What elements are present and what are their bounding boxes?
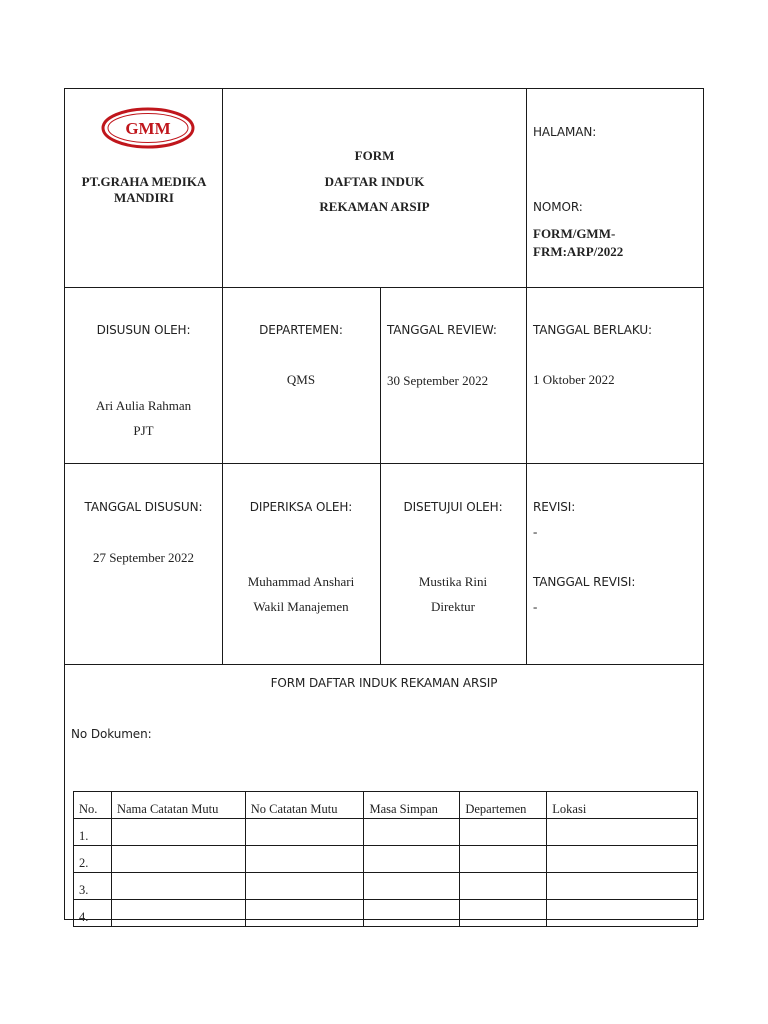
nomor-value-line-1: FORM/GMM- xyxy=(533,226,616,241)
cell-masa-simpan[interactable] xyxy=(364,846,460,873)
column-header-lokasi: Lokasi xyxy=(547,792,698,819)
disetujui-oleh-label: DISETUJUI OLEH: xyxy=(403,500,503,514)
divider xyxy=(65,463,703,464)
cell-masa-simpan[interactable] xyxy=(364,873,460,900)
departemen-label: DEPARTEMEN: xyxy=(259,323,343,337)
divider xyxy=(65,664,703,665)
form-title-line-3: REKAMAN ARSIP xyxy=(319,199,430,214)
document-form xyxy=(64,88,704,924)
divider xyxy=(380,287,381,463)
tanggal-revisi-label: TANGGAL REVISI: xyxy=(533,575,636,589)
row-number: 4. xyxy=(74,900,112,927)
cell-lokasi[interactable] xyxy=(547,846,698,873)
row-number: 1. xyxy=(74,819,112,846)
cell-nama-catatan-mutu[interactable] xyxy=(111,873,245,900)
revisi-label: REVISI: xyxy=(533,500,576,514)
divider xyxy=(526,463,527,664)
divider xyxy=(222,463,223,664)
records-table xyxy=(73,791,698,927)
disetujui-oleh-role: Direktur xyxy=(430,599,476,614)
cell-no-catatan-mutu[interactable] xyxy=(245,900,364,927)
column-header-masa-simpan: Masa Simpan xyxy=(364,792,460,819)
cell-masa-simpan[interactable] xyxy=(364,819,460,846)
row-number: 3. xyxy=(74,873,112,900)
company-name-line-1: PT.GRAHA MEDIKA xyxy=(81,174,207,189)
revisi-value: - xyxy=(533,524,538,539)
column-header-no: No. xyxy=(74,792,112,819)
row-number: 2. xyxy=(74,846,112,873)
column-header-nama-catatan-mutu: Nama Catatan Mutu xyxy=(111,792,245,819)
disusun-oleh-role: PJT xyxy=(133,423,154,438)
cell-departemen[interactable] xyxy=(460,900,547,927)
divider xyxy=(380,463,381,664)
table-row xyxy=(74,873,698,900)
tanggal-disusun-label: TANGGAL DISUSUN: xyxy=(84,500,203,514)
table-header-row xyxy=(74,792,698,819)
cell-lokasi[interactable] xyxy=(547,900,698,927)
gmm-logo-icon xyxy=(101,107,195,149)
form-title-line-1: FORM xyxy=(354,148,395,163)
divider xyxy=(526,287,527,463)
diperiksa-oleh-role: Wakil Manajemen xyxy=(253,599,349,614)
form-title-line-2: DAFTAR INDUK xyxy=(324,174,425,189)
table-row xyxy=(74,819,698,846)
cell-nama-catatan-mutu[interactable] xyxy=(111,846,245,873)
section-title: FORM DAFTAR INDUK REKAMAN ARSIP xyxy=(270,676,498,690)
cell-nama-catatan-mutu[interactable] xyxy=(111,819,245,846)
table-row xyxy=(74,846,698,873)
cell-no-catatan-mutu[interactable] xyxy=(245,819,364,846)
cell-lokasi[interactable] xyxy=(547,819,698,846)
divider xyxy=(65,287,703,288)
tanggal-berlaku-label: TANGGAL BERLAKU: xyxy=(533,323,652,337)
tanggal-disusun-value: 27 September 2022 xyxy=(92,550,195,565)
cell-departemen[interactable] xyxy=(460,873,547,900)
tanggal-revisi-value: - xyxy=(533,599,538,614)
table-row xyxy=(74,900,698,927)
cell-masa-simpan[interactable] xyxy=(364,900,460,927)
logo xyxy=(101,107,195,149)
disusun-oleh-name: Ari Aulia Rahman xyxy=(95,398,192,413)
disetujui-oleh-name: Mustika Rini xyxy=(418,574,488,589)
divider xyxy=(526,89,527,287)
diperiksa-oleh-name: Muhammad Anshari xyxy=(247,574,355,589)
company-name-line-2: MANDIRI xyxy=(114,190,174,205)
cell-lokasi[interactable] xyxy=(547,873,698,900)
nomor-value-line-2: FRM:ARP/2022 xyxy=(533,244,624,259)
departemen-value: QMS xyxy=(286,372,316,387)
tanggal-review-label: TANGGAL REVIEW: xyxy=(387,323,497,337)
cell-nama-catatan-mutu[interactable] xyxy=(111,900,245,927)
cell-departemen[interactable] xyxy=(460,846,547,873)
cell-no-catatan-mutu[interactable] xyxy=(245,846,364,873)
column-header-departemen: Departemen xyxy=(460,792,547,819)
cell-no-catatan-mutu[interactable] xyxy=(245,873,364,900)
halaman-label: HALAMAN: xyxy=(533,125,597,139)
logo-text: GMM xyxy=(125,119,171,138)
disusun-oleh-label: DISUSUN OLEH: xyxy=(96,323,191,337)
no-dokumen-label: No Dokumen: xyxy=(71,727,152,741)
cell-departemen[interactable] xyxy=(460,819,547,846)
tanggal-berlaku-value: 1 Oktober 2022 xyxy=(533,372,615,387)
nomor-label: NOMOR: xyxy=(533,200,583,214)
tanggal-review-value: 30 September 2022 xyxy=(387,373,489,388)
diperiksa-oleh-label: DIPERIKSA OLEH: xyxy=(249,500,353,514)
column-header-no-catatan-mutu: No Catatan Mutu xyxy=(245,792,364,819)
